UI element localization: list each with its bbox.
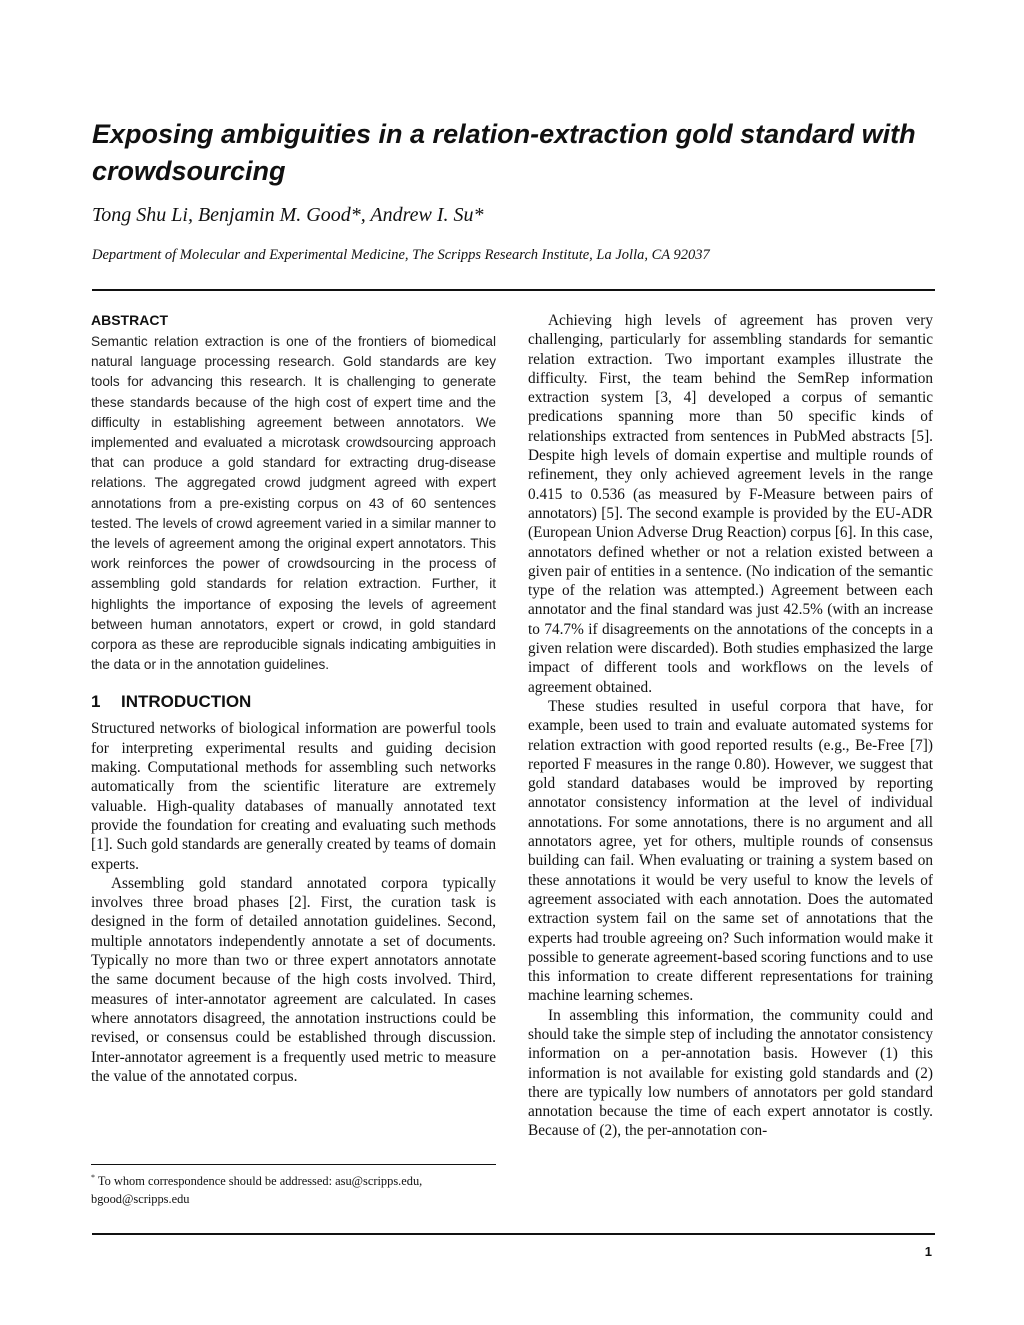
abstract-text: Semantic relation extraction is one of the frontiers of biomedical natural language processing research. Gold standards are key tools for advancing this research. It is challenging to generate these standards because of the high cost of expert time and the difficulty in establishing agreement between annotators. We implemented and evaluated a microtask crowdsourcing approach that can produce a gold standard for extracting drug-disease relations. The aggregated crowd judgment agreed with expert annotations from a pre-existing corpus on 43 of 60 sentences tested. The levels of crowd agreement varied in a similar manner to the levels of agreement among the original expert annotators. This work reinforces the power of crowdsourcing in the process of assembling gold standards for relation extraction. Further, it highlights the importance of exposing the levels of agreement between human annotators, expert or crowd, in gold standard corpora as these are reproducible signals indicating ambiguities in the data or in the annotation guidelines. [91, 334, 496, 673]
body-paragraph-2: These studies resulted in useful corpora that have, for example, been used to train and evaluate automated systems for relation extraction with good reported results (e.g., Be-Free [7]) reported F measures in the range 0.80). However, we suggest that gold standard databases would be improved by reporting annotator consistency information at the level of individual annotations. For some annotations, there is no argument and all annotators agree, yet for others, multiple rounds of consensus building can fail. When evaluating or training a system based on these annotations it would be very useful to know the levels of agreement associated with each annotation. Does the automated extraction system fail on the same set of annotations that the experts had trouble agreeing on? Such information would make it possible to generate agreement-based scoring functions and to use this information to create different representations for training machine learning schemes. [528, 697, 933, 1005]
footnote-divider [91, 1164, 496, 1165]
section-number: 1 [91, 692, 101, 712]
footnote-text: To whom correspondence should be addressed: asu@scripps.edu, bgood@scripps.edu [91, 1174, 423, 1207]
paper-title: Exposing ambiguities in a relation-extraction gold standard with crowdsourcing [92, 119, 916, 186]
right-column [528, 311, 933, 1141]
affiliation: Department of Molecular and Experimental Medicine, The Scripps Research Institute, La Jolla, CA 92037 [92, 247, 710, 263]
intro-paragraph-1: Structured networks of biological information are powerful tools for interpreting experimental results and guiding decision making. Computational methods for assembling such networks automatically from the scientific literature are extremely valuable. High-quality databases of manually annotated text provide the foundation for creating and evaluating such methods [1]. Such gold standards are generally created by teams of domain experts. [91, 720, 496, 873]
footnote-marker: * [91, 1173, 95, 1182]
section-heading-introduction [91, 691, 496, 713]
page-number: 1 [924, 1244, 932, 1259]
author-list: Tong Shu Li, Benjamin M. Good*, Andrew I. Su* [92, 204, 484, 226]
section-title: INTRODUCTION [121, 692, 252, 712]
abstract-heading: ABSTRACT [91, 312, 168, 328]
left-column [91, 310, 496, 1086]
header-divider [92, 289, 935, 291]
footer-divider [92, 1233, 935, 1235]
footnote [91, 1169, 496, 1208]
body-paragraph-1: Achieving high levels of agreement has proven very challenging, particularly for assembling standards for semantic relation extraction. Two important examples illustrate the difficulty. First, the team behind the SemRep information extraction system [3, 4] developed a corpus of semantic predications spanning more than 50 specific kinds of relationships extracted from sentences in PubMed abstracts [5]. Despite high levels of domain expertise and multiple rounds of refinement, they only achieved agreement levels in the range 0.415 to 0.536 (as measured by F-Measure between pairs of annotators) [5]. The second example is provided by the EU-ADR (European Union Adverse Drug Reaction) corpus [6]. In this case, annotators defined whether or not a relation existed between a given pair of entities in a sentence. (No indication of the semantic type of the relation was attempted.) Agreement between each annotator and the final standard was just 42.5% (with an increase to 74.7% if disagreements on the annotations of the concepts in a given relation were discarded). Both studies emphasized the large impact of different tools and workflows on the levels of agreement obtained. [528, 312, 933, 696]
intro-paragraph-2: Assembling gold standard annotated corpora typically involves three broad phases [2]. First, the curation task is designed in the form of detailed annotation guidelines. Second, multiple annotators independently annotate a set of documents. Typically no more than two or three expert annotators annotate the same document because of the high costs involved. Third, measures of inter-annotator agreement are calculated. In cases where annotators disagreed, the annotation instructions could be revised, or consensus could be established through discussion. Inter-annotator agreement is a frequently used metric to measure the value of the annotated corpus. [91, 874, 496, 1085]
body-paragraph-3: In assembling this information, the community could and should take the simple step of including the annotator consistency information on a per-annotation basis. However (1) this information is not available for existing gold standards and (2) there are typically low numbers of annotators per gold standard annotation because the time of each expert annotator is costly. Because of (2), the per-annotation con- [528, 1006, 933, 1140]
